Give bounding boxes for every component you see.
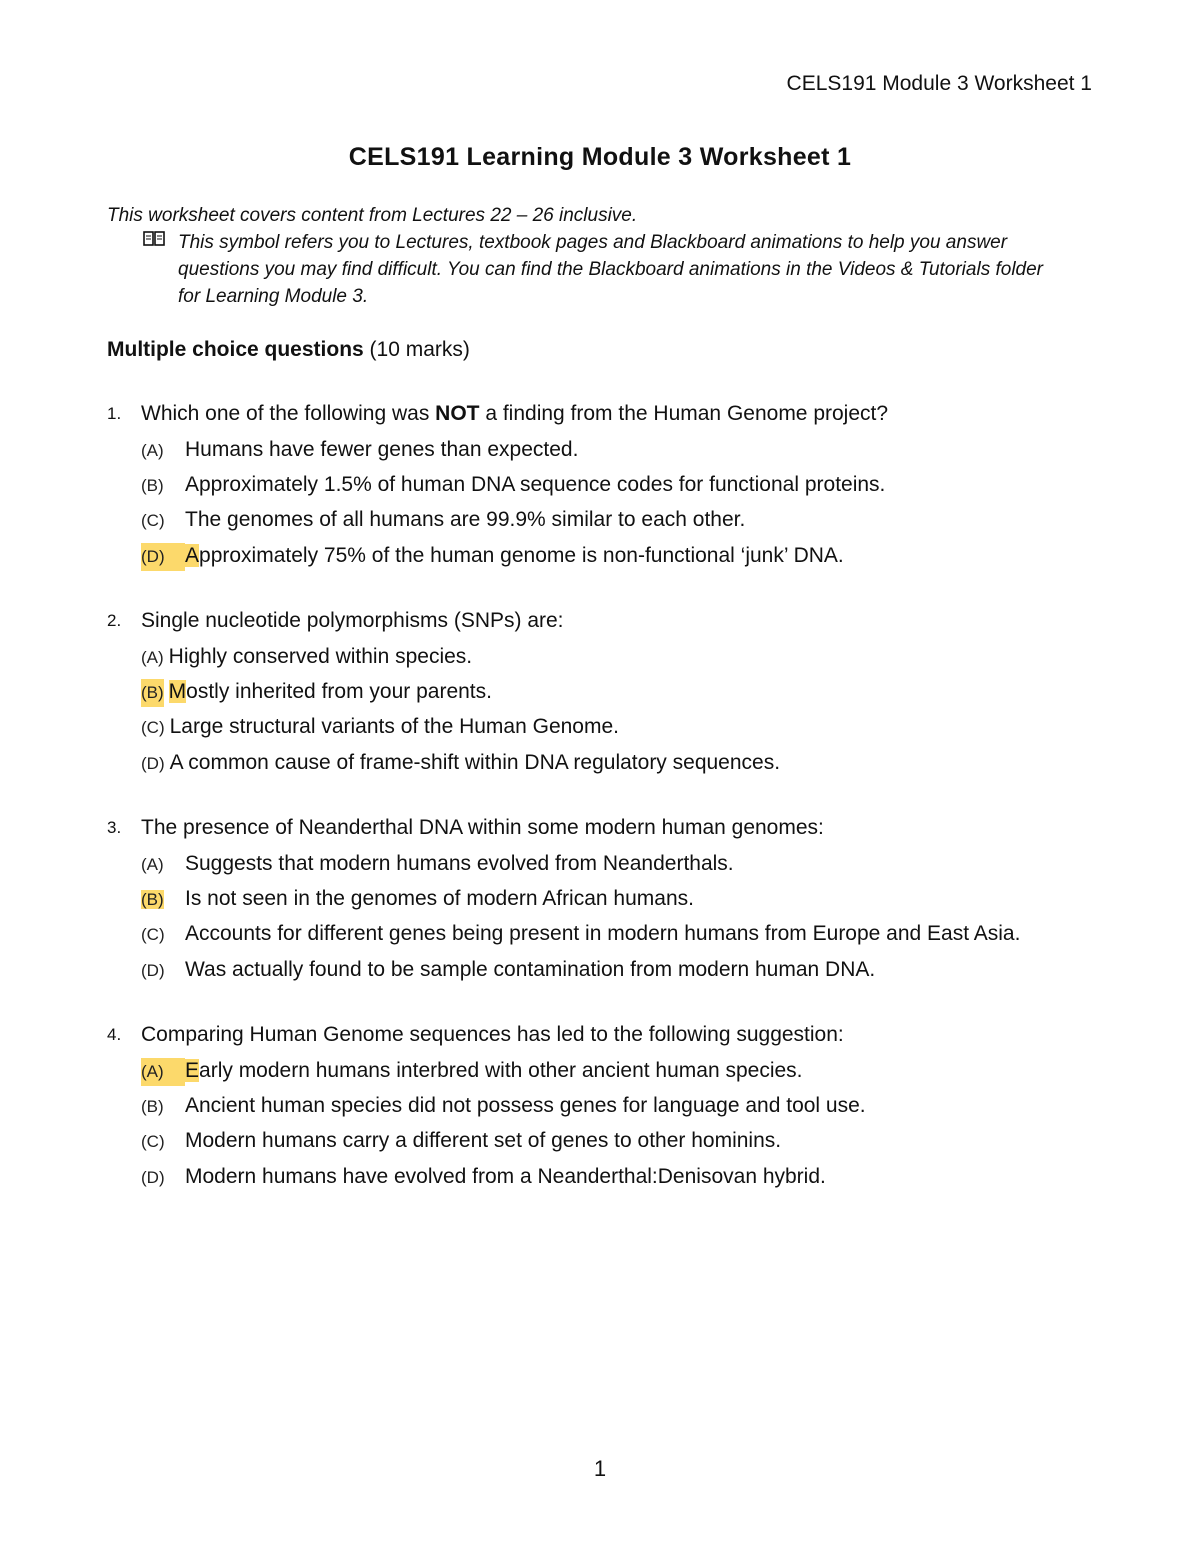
option-text-highlighted-part: E	[185, 1059, 200, 1082]
option-letter: (D)	[141, 960, 165, 980]
option-d[interactable]	[107, 749, 1107, 784]
option-text: Humans have fewer genes than expected.	[185, 438, 579, 461]
option-c[interactable]	[107, 920, 1107, 955]
option-text: Ancient human species did not possess genes for language and tool use.	[185, 1094, 866, 1118]
option-text: Modern humans have evolved from a Neanderthal:Denisovan hybrid.	[185, 1164, 826, 1188]
question-stem	[107, 1021, 1107, 1049]
option-list	[107, 436, 1107, 577]
option-letter-wrap	[141, 886, 185, 914]
option-text: Accounts for different genes being present in modern humans from Europe and East Asia.	[185, 922, 1021, 946]
option-letter-highlighted: (D)	[141, 543, 185, 571]
option-letter-highlighted: (B)	[141, 679, 164, 707]
option-a-selected[interactable]	[107, 1057, 1107, 1092]
option-letter: (A)	[141, 648, 164, 667]
option-text: Was actually found to be sample contamination from modern human DNA.	[185, 957, 876, 981]
question-stem-text-end: a finding from the Human Genome project?	[479, 402, 889, 425]
option-letter: (A)	[141, 441, 164, 460]
question-number: 2.	[107, 611, 122, 630]
option-list	[107, 850, 1107, 991]
option-list	[107, 643, 1107, 784]
option-b[interactable]	[107, 471, 1107, 506]
question-number: 1.	[107, 404, 122, 423]
option-text: The genomes of all humans are 99.9% similar to each other.	[185, 508, 746, 532]
question-number: 4.	[107, 1025, 122, 1044]
option-c[interactable]	[107, 713, 1107, 748]
option-letter: (C)	[141, 925, 165, 945]
section-heading-marks: (10 marks)	[369, 338, 470, 361]
option-text: pproximately 75% of the human genome is non-functional ‘junk’ DNA.	[199, 543, 844, 567]
option-letter: (B)	[141, 1097, 164, 1117]
question-3	[107, 814, 1107, 991]
option-text-highlighted-part: M	[168, 680, 187, 704]
intro-coverage: This worksheet covers content from Lectures 22 – 26 inclusive.	[107, 205, 638, 226]
option-d[interactable]	[107, 956, 1107, 991]
option-text: Highly conserved within species.	[168, 645, 473, 668]
option-text: A common cause of frame-shift within DNA regulatory sequences.	[169, 750, 781, 774]
question-4	[107, 1021, 1107, 1198]
option-d[interactable]	[107, 1163, 1107, 1198]
question-stem	[107, 607, 1107, 635]
option-text-highlighted-part: A	[185, 543, 200, 567]
intro-note-text: This symbol refers you to Lectures, textbook pages and Blackboard animations to help you answer questions you may find difficult. You can find the Blackboard animations in the Videos & Tutorials folder for Learning Module 3.	[178, 232, 1044, 307]
question-number: 3.	[107, 818, 122, 837]
option-text: Is not seen in the genomes of modern African humans.	[185, 887, 694, 911]
option-b-selected[interactable]	[107, 885, 1107, 920]
section-heading	[107, 338, 470, 362]
option-text: Modern humans carry a different set of genes to other hominins.	[185, 1129, 782, 1153]
option-letter: (D)	[141, 1167, 165, 1187]
option-a[interactable]	[107, 850, 1107, 885]
option-letter-highlighted: (B)	[141, 890, 164, 910]
option-b-selected[interactable]	[107, 678, 1107, 713]
intro	[107, 202, 1067, 310]
option-letter: (C)	[141, 718, 165, 738]
intro-note	[107, 229, 1067, 310]
option-letter: (C)	[141, 1132, 165, 1152]
question-stem-text: Single nucleotide polymorphisms (SNPs) are:	[141, 609, 564, 632]
option-c[interactable]	[107, 506, 1107, 541]
question-2	[107, 607, 1107, 784]
running-header: CELS191 Module 3 Worksheet 1	[786, 72, 1092, 95]
question-stem	[107, 400, 1107, 428]
page-number: 1	[593, 1456, 607, 1481]
option-text: Approximately 1.5% of human DNA sequence codes for functional proteins.	[185, 473, 886, 497]
question-stem-text: Which one of the following was	[141, 402, 436, 425]
option-letter: (C)	[141, 511, 165, 531]
option-b[interactable]	[107, 1092, 1107, 1127]
option-text: ostly inherited from your parents.	[186, 680, 492, 704]
question-stem-text: The presence of Neanderthal DNA within some modern human genomes:	[141, 816, 824, 839]
option-text: Suggests that modern humans evolved from Neanderthals.	[185, 852, 734, 875]
option-letter: (D)	[141, 753, 165, 773]
question-stem-emphasis: NOT	[435, 402, 480, 425]
question-stem-text: Comparing Human Genome sequences has led to the following suggestion:	[141, 1023, 844, 1046]
option-text: Large structural variants of the Human Genome.	[169, 715, 619, 739]
option-list	[107, 1057, 1107, 1198]
option-d-selected[interactable]	[107, 542, 1107, 577]
section-heading-title: Multiple choice questions	[107, 338, 364, 361]
option-c[interactable]	[107, 1127, 1107, 1162]
option-text: arly modern humans interbred with other ancient human species.	[199, 1059, 803, 1082]
option-a[interactable]	[107, 643, 1107, 678]
option-letter-highlighted: (A)	[141, 1058, 185, 1086]
option-a[interactable]	[107, 436, 1107, 471]
option-letter: (A)	[141, 855, 164, 874]
option-letter: (B)	[141, 476, 164, 496]
question-stem	[107, 814, 1107, 842]
question-1	[107, 400, 1107, 577]
page-title: CELS191 Learning Module 3 Worksheet 1	[348, 143, 852, 171]
open-book-icon	[143, 229, 165, 256]
